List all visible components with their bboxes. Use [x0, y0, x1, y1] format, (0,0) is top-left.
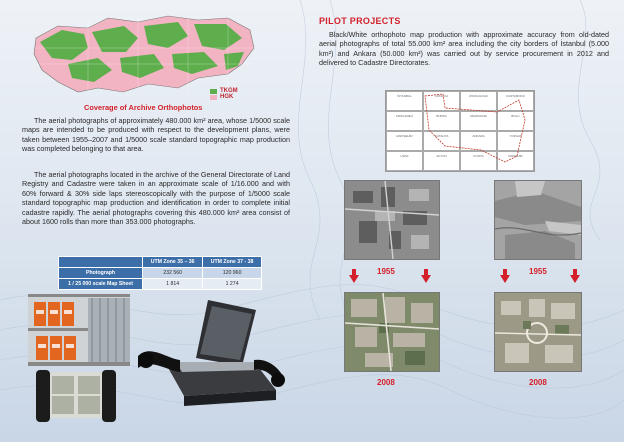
aerial-photo-1955-left [344, 180, 440, 260]
project-boundary-overlay [385, 90, 533, 170]
legend-label: HGK [220, 94, 234, 100]
down-arrow-icon [349, 275, 359, 283]
film-roll-photo [34, 368, 118, 424]
table-cell: 120 960 [203, 268, 262, 279]
left-paragraph-1: The aerial photographs of approximately 480.000 km² area, whose 1/5000 scale maps are intended to be produced with respect to the development plans, were taken between 1955–2007 and 1/5000 scale standard topographic map production was completed belonging to that area. [22, 116, 290, 154]
film-scanner-photo [136, 300, 286, 410]
table-header-cell: UTM Zone 35 – 36 [143, 257, 203, 268]
aerial-photo-2008-left [344, 292, 440, 372]
table-cell: 1 274 [203, 279, 262, 290]
down-arrow-icon [421, 275, 431, 283]
legend-label: TKGM [220, 88, 238, 94]
index-cell: ESKİŞEHİR [386, 131, 423, 151]
index-cell: ADAPAZARI [460, 111, 497, 131]
down-arrow-icon [570, 275, 580, 283]
table-header-cell: UTM Zone 37 - 38 [203, 257, 262, 268]
table-cell: 232 560 [143, 268, 203, 279]
table-cell: Photograph [59, 268, 143, 279]
index-cell: YOZGAT [497, 131, 534, 151]
table-row [59, 279, 262, 290]
turkey-coverage-map [28, 8, 260, 100]
table-cell: 1 814 [143, 279, 203, 290]
index-cell: KASTAMONU [497, 91, 534, 111]
index-cell: KONYA [460, 151, 497, 171]
index-cell: İSTANBUL [386, 91, 423, 111]
aerial-photo-2008-right [494, 292, 582, 372]
right-paragraph: Black/White orthophoto map production with approximate accuracy from old-dated aerial photographs of total 55.000 km² area including the city borders of İstanbul (5.000 km²) and Ankara (50.000 km²) was carried out by service procurement in 2012 and delivered to Cadastre Directorates. [319, 30, 609, 68]
index-cell: KIRKLARELİ [386, 111, 423, 131]
down-arrow-icon [500, 275, 510, 283]
table-header-cell [59, 257, 143, 268]
legend-swatch [210, 95, 217, 100]
legend-swatch [210, 89, 217, 94]
index-cell: BURSA [423, 111, 460, 131]
year-label-2008-right: 2008 [529, 378, 547, 387]
utm-table [58, 256, 262, 290]
table-header-row [59, 257, 262, 268]
index-cell: KIRŞEHİR [497, 151, 534, 171]
index-cell: KÜTAHYA [423, 131, 460, 151]
table-row [59, 268, 262, 279]
index-cell: AFYON [423, 151, 460, 171]
year-label-2008-left: 2008 [377, 378, 395, 387]
table-cell: 1 / 25 000 scale Map Sheet [59, 279, 143, 290]
year-label-1955-right: 1955 [529, 267, 547, 276]
aerial-photo-1955-right [494, 180, 582, 260]
index-cell: UŞAK [386, 151, 423, 171]
archive-shelf-photo [28, 294, 130, 366]
map-caption: Coverage of Archive Orthophotos [84, 103, 203, 112]
index-cell: ÇATALCA [423, 91, 460, 111]
pilot-projects-title: PILOT PROJECTS [319, 16, 401, 26]
left-paragraph-2: The aerial photographs located in the archive of the General Directorate of Land Registry and Cadastre were taken in an approximate scale of 1/16.000 and with 60% forward & 30% side laps stereoscopically with the purpose of 1/5000 scale standard topographic map production and identification in order to complete initial cadastre rapidly. The aerial photographs covering this 480.000 km² area consist of about 1600 rolls than more than 353.000 photographs. [22, 170, 290, 227]
index-cell: ANKARA [460, 131, 497, 151]
legend-item [210, 94, 238, 100]
index-cell: ZONGULDAK [460, 91, 497, 111]
map-legend [210, 88, 238, 100]
index-cell: BOLU [497, 111, 534, 131]
year-label-1955-left: 1955 [377, 267, 395, 276]
